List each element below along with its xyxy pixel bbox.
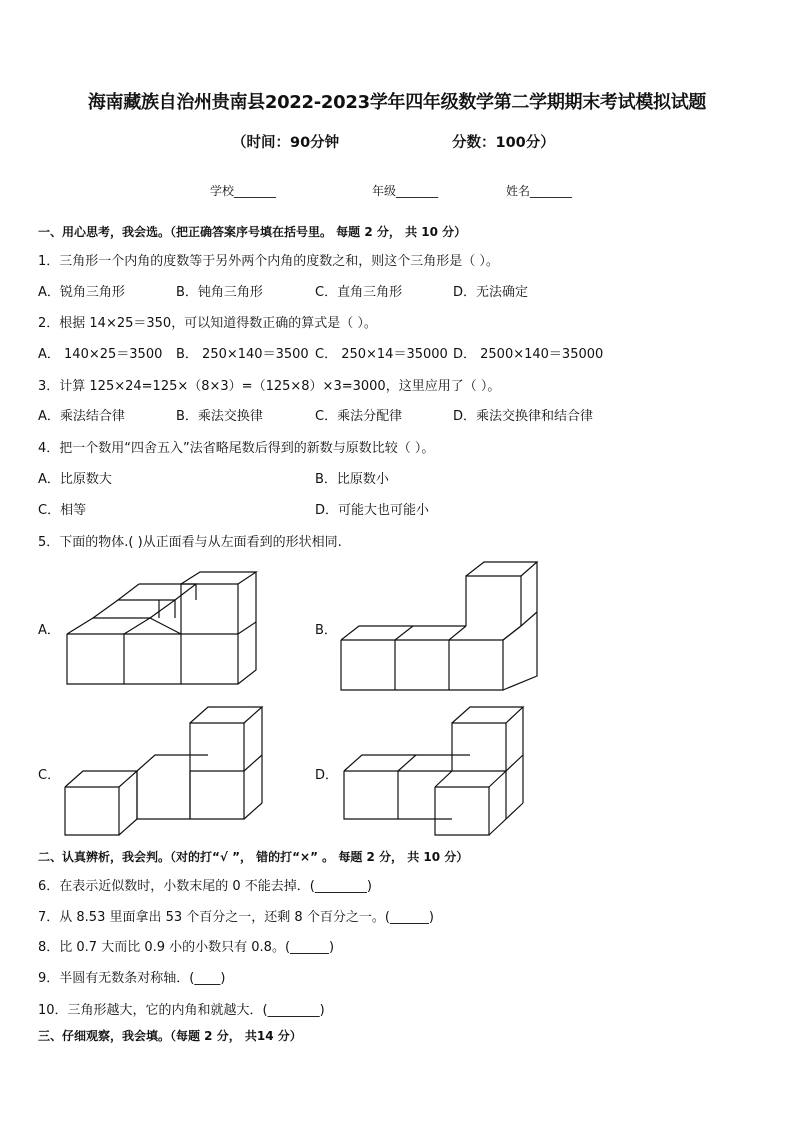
exam-time: （时间：90分钟 — [232, 135, 340, 151]
section-3-heading: 三、仔细观察，我会填。（每题 2 分， 共14 分） — [38, 1029, 302, 1043]
q2-option-d[interactable]: D． 2500×140＝35000 — [453, 347, 604, 362]
q4-option-b[interactable]: B．比原数小 — [315, 472, 389, 487]
question-1: 1．三角形一个内角的度数等于另外两个内角的度数之和，则这个三角形是（ ）。 — [38, 254, 499, 269]
q1-option-b[interactable]: B．钝角三角形 — [176, 285, 263, 300]
q4-option-c[interactable]: C．相等 — [38, 503, 87, 518]
judge-6[interactable]: 6．在表示近似数时，小数末尾的 0 不能去掉．(________) — [38, 879, 372, 894]
question-2: 2．根据 14×25＝350，可以知道得数正确的算式是（ ）。 — [38, 316, 377, 331]
section-2-heading: 二、认真辨析，我会判。（对的打“√ ”， 错的打“×” 。 每题 2 分， 共 10 分） — [38, 850, 469, 864]
q3-option-c[interactable]: C．乘法分配律 — [315, 409, 403, 424]
cube-figure-c — [62, 705, 267, 837]
judge-7[interactable]: 7．从 8.53 里面拿出 53 个百分之一，还剩 8 个百分之一。(______) — [38, 910, 434, 925]
cube-figure-b — [338, 560, 548, 695]
question-5: 5．下面的物体.( )从正面看与从左面看到的形状相同. — [38, 535, 342, 550]
school-field[interactable]: 学校_______ — [210, 184, 277, 198]
q1-option-a[interactable]: A．锐角三角形 — [38, 285, 125, 300]
cube-figure-d — [340, 705, 530, 837]
q2-option-a[interactable]: A． 140×25＝3500 — [38, 347, 163, 362]
section-1-heading: 一、用心思考，我会选。（把正确答案序号填在括号里。 每题 2 分， 共 10 分） — [38, 225, 467, 239]
q5-option-c-label[interactable]: C． — [38, 768, 61, 783]
question-4: 4．把一个数用“四舍五入”法省略尾数后得到的新数与原数比较（ ）。 — [38, 441, 435, 456]
q2-option-c[interactable]: C． 250×14＝35000 — [315, 347, 448, 362]
grade-field[interactable]: 年级_______ — [372, 184, 439, 198]
q2-option-b[interactable]: B． 250×140＝3500 — [176, 347, 309, 362]
q4-option-a[interactable]: A．比原数大 — [38, 472, 112, 487]
question-3: 3．计算 125×24=125×（8×3）=（125×8）×3=3000，这里应用了（ ）。 — [38, 379, 501, 394]
exam-score: 分数：100分） — [452, 135, 555, 151]
judge-9[interactable]: 9．半圆有无数条对称轴．(____) — [38, 971, 226, 986]
q5-option-a-label[interactable]: A． — [38, 623, 60, 638]
q1-option-c[interactable]: C．直角三角形 — [315, 285, 403, 300]
q1-option-d[interactable]: D．无法确定 — [453, 285, 529, 300]
judge-10[interactable]: 10．三角形越大，它的内角和就越大．(________) — [38, 1003, 325, 1018]
judge-8[interactable]: 8．比 0.7 大而比 0.9 小的小数只有 0.8。(______) — [38, 940, 335, 955]
q5-option-b-label[interactable]: B． — [315, 623, 337, 638]
q3-option-a[interactable]: A．乘法结合律 — [38, 409, 125, 424]
exam-title: 海南藏族自治州贵南县2022-2023学年四年级数学第二学期期末考试模拟试题 — [87, 92, 707, 113]
q3-option-b[interactable]: B．乘法交换律 — [176, 409, 263, 424]
q3-option-d[interactable]: D．乘法交换律和结合律 — [453, 409, 594, 424]
q4-option-d[interactable]: D．可能大也可能小 — [315, 503, 430, 518]
q5-option-d-label[interactable]: D． — [315, 768, 339, 783]
name-field[interactable]: 姓名_______ — [506, 184, 573, 198]
cube-figure-a — [60, 570, 260, 690]
